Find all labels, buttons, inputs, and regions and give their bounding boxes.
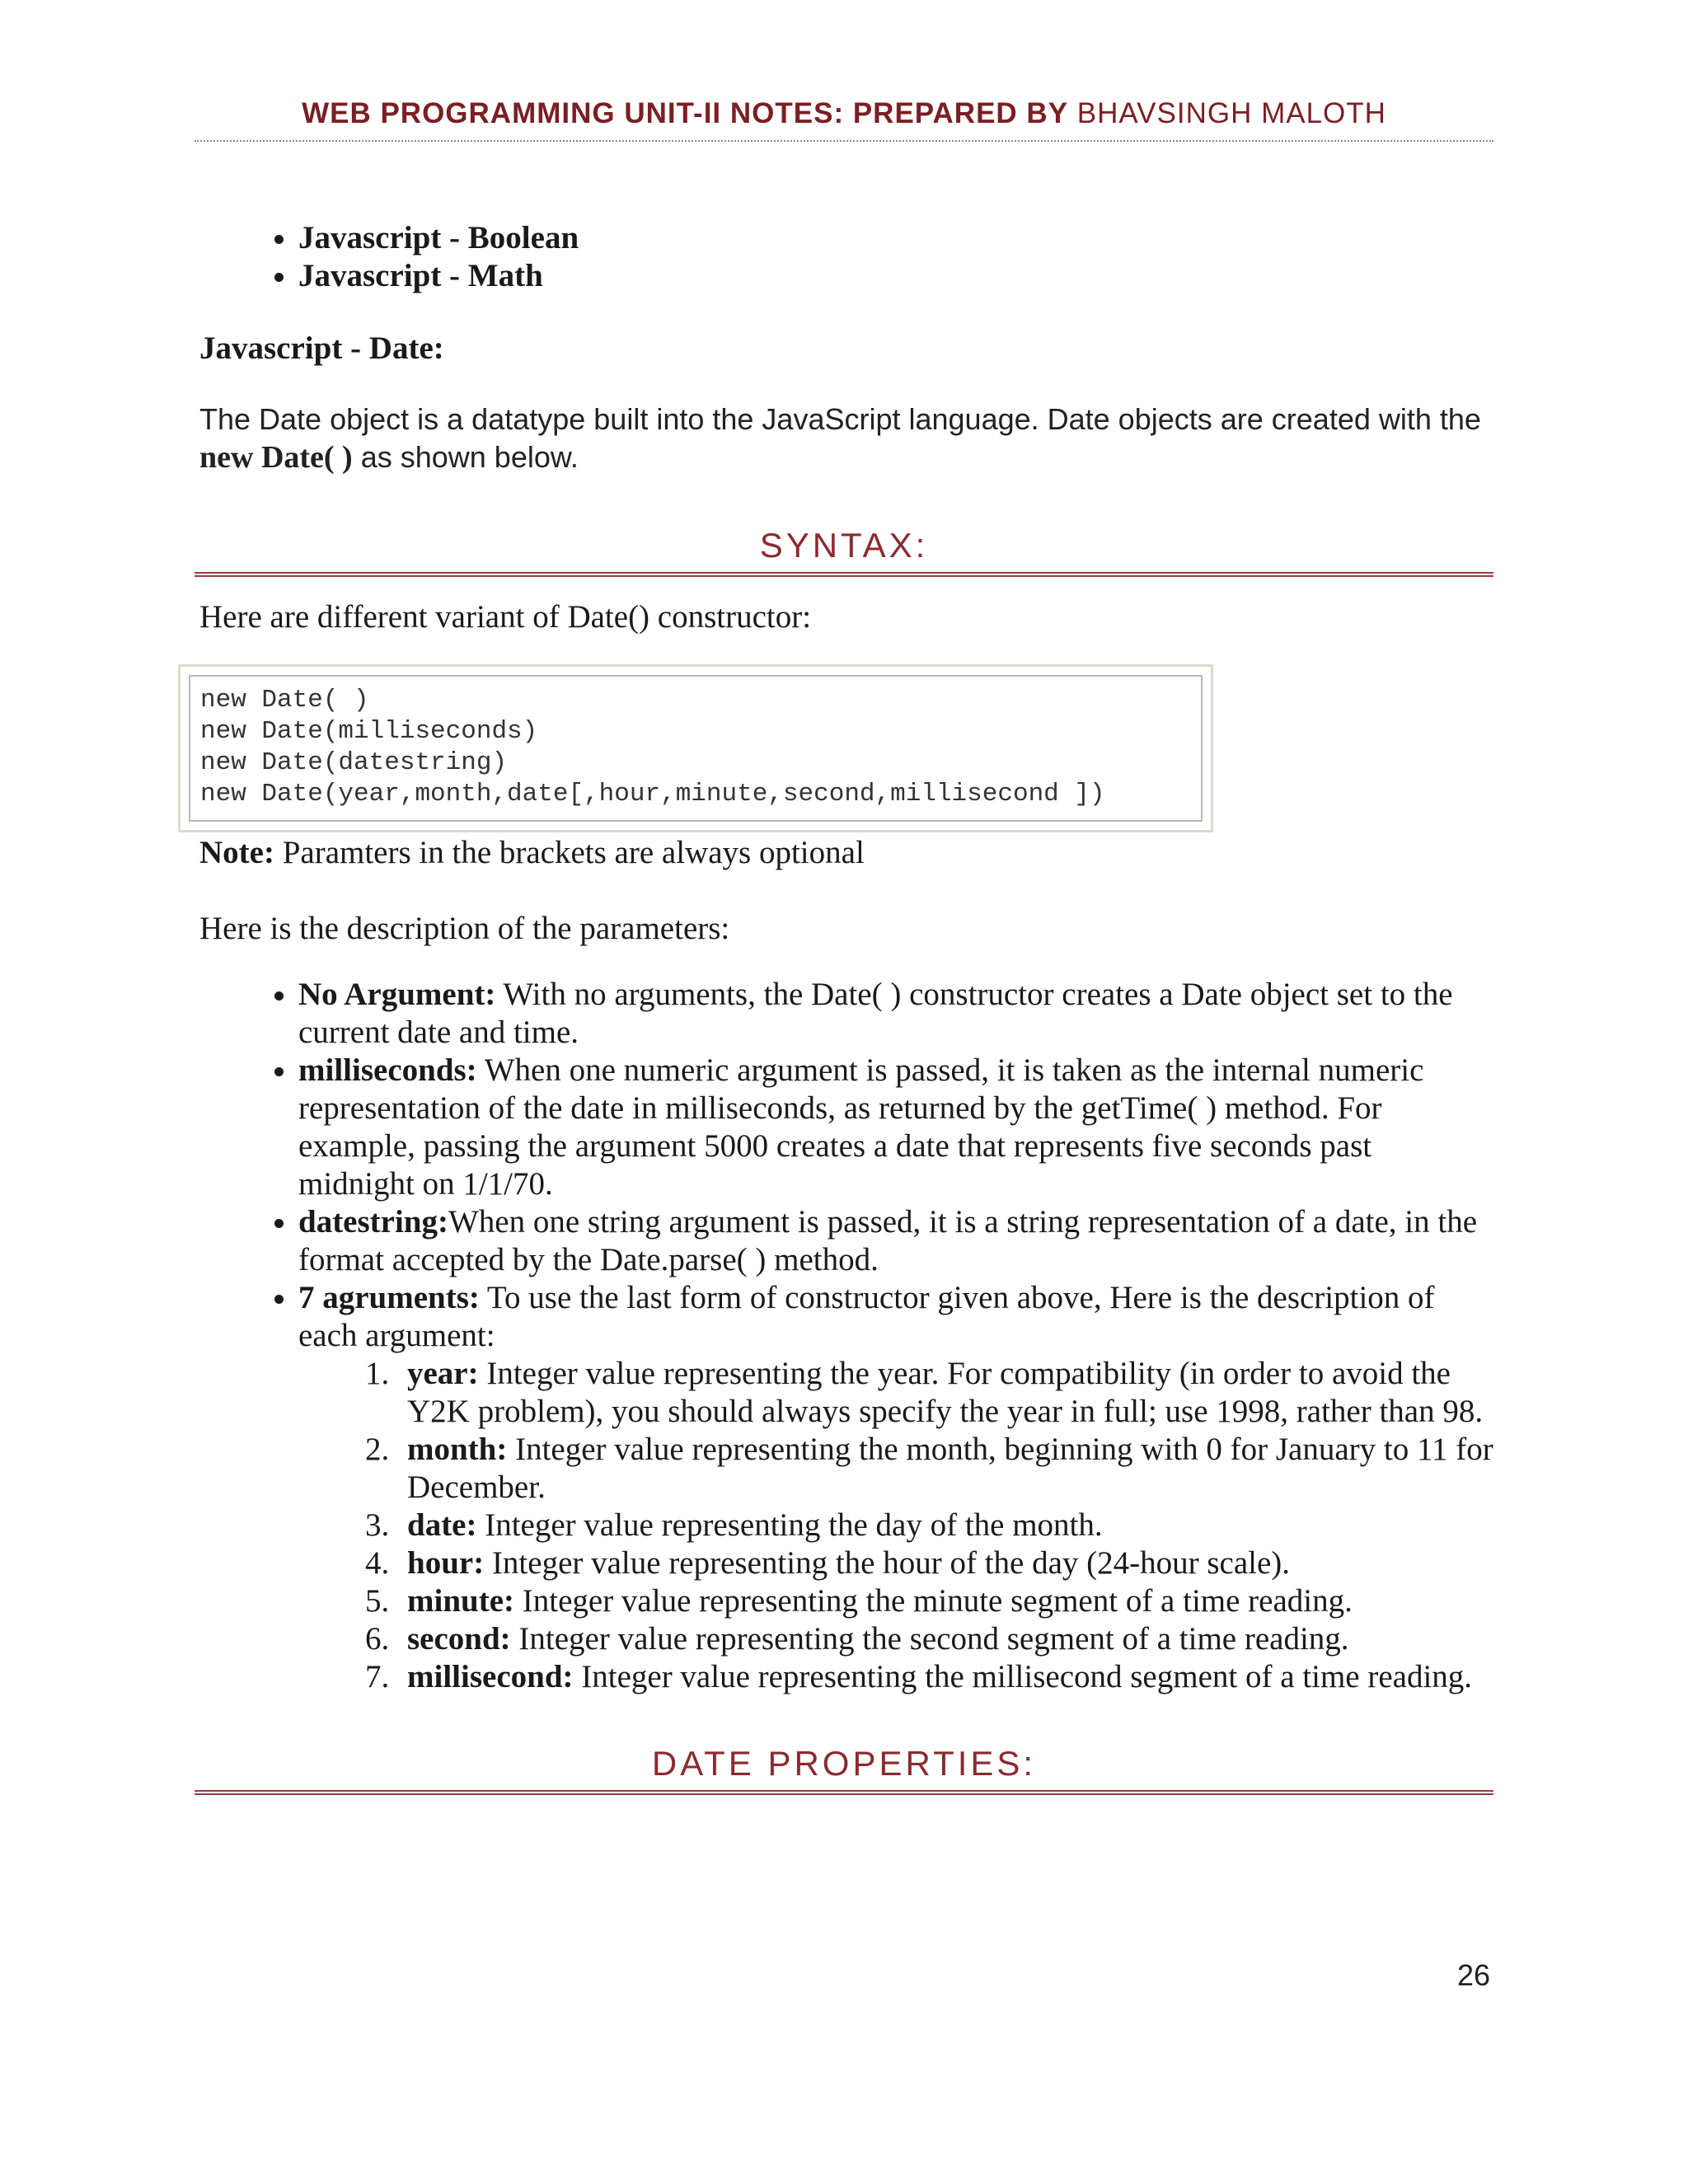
params-intro: Here is the description of the parameters:: [199, 911, 730, 946]
note-label: Note:: [199, 835, 274, 870]
syntax-title: SYNTAX:: [195, 526, 1493, 577]
list-item: [397, 1355, 1493, 1431]
page-number: 26: [1456, 1958, 1490, 1992]
arg-text: Integer value representing the year. For compatibility (in order to avoid the Y2K problem), you should always specify the year in full; use 1998, rather than 98.: [407, 1356, 1484, 1429]
list-item: [397, 1544, 1493, 1582]
intro-paragraph: [199, 401, 1493, 476]
list-item: [298, 976, 1493, 1052]
code-line: new Date( ): [200, 686, 369, 715]
list-item: [298, 1052, 1493, 1203]
arg-text: Integer value representing the month, beginning with 0 for January to 11 for December.: [407, 1432, 1493, 1505]
page-content: [199, 219, 1493, 1795]
list-item: [397, 1582, 1493, 1620]
topic-list: [199, 219, 1493, 295]
arg-text: Integer value representing the millisecond segment of a time reading.: [573, 1659, 1473, 1694]
list-item: • Javascript - Boolean: [298, 219, 1493, 257]
date-heading: Javascript - Date:: [199, 330, 444, 366]
list-item: [397, 1620, 1493, 1658]
intro-text: The Date object is a datatype built into the JavaScript language. Date objects are created with the: [199, 402, 1481, 436]
page-header: [195, 97, 1493, 142]
arg-text: Integer value representing the hour of the day (24-hour scale).: [484, 1545, 1291, 1581]
param-text: When one numeric argument is passed, it is taken as the internal numeric representation of the date in milliseconds, as returned by the getTime( ) method. For example, passing the argument 5000 creates a date that represents five seconds past midnight on 1/1/70.: [298, 1052, 1424, 1202]
list-item: [397, 1658, 1493, 1696]
arg-name: minute:: [407, 1583, 514, 1619]
arg-text: Integer value representing the minute segment of a time reading.: [514, 1583, 1353, 1619]
list-item: [298, 1279, 1493, 1696]
argument-list: [298, 1355, 1493, 1696]
arg-name: hour:: [407, 1545, 485, 1581]
arg-name: second:: [407, 1621, 511, 1657]
param-text: To use the last form of constructor given above, Here is the description of each argument:: [298, 1280, 1435, 1353]
code-line: new Date(milliseconds): [200, 717, 538, 746]
param-name: No Argument:: [298, 977, 496, 1012]
arg-name: millisecond:: [407, 1659, 574, 1694]
intro-bold: new Date( ): [199, 440, 353, 475]
note-text: Paramters in the brackets are always optional: [274, 835, 865, 870]
param-name: datestring:: [298, 1204, 448, 1240]
param-text: With no arguments, the Date( ) constructor creates a Date object set to the current date and time.: [298, 977, 1453, 1050]
arg-text: Integer value representing the day of the month.: [476, 1507, 1103, 1543]
param-text: When one string argument is passed, it is a string representation of a date, in the format accepted by the Date.parse( ) method.: [298, 1204, 1478, 1277]
arg-name: year:: [407, 1356, 479, 1391]
list-item: [298, 1203, 1493, 1279]
code-line: new Date(datestring): [200, 748, 508, 777]
param-name: 7 agruments:: [298, 1280, 480, 1315]
syntax-intro: Here are different variant of Date() constructor:: [199, 599, 812, 635]
param-name: milliseconds:: [298, 1052, 477, 1088]
list-item: [397, 1507, 1493, 1544]
arg-name: date:: [407, 1507, 477, 1543]
code-block: [178, 664, 1213, 832]
note-paragraph: [199, 834, 1493, 872]
arg-name: month:: [407, 1432, 508, 1467]
header-author: BHAVSINGH MALOTH: [1076, 97, 1386, 129]
header-title: WEB PROGRAMMING UNIT-II NOTES: PREPARED BY: [302, 97, 1069, 129]
intro-tail: as shown below.: [352, 440, 579, 474]
list-item: [397, 1431, 1493, 1507]
arg-text: Integer value representing the second segment of a time reading.: [510, 1621, 1349, 1657]
list-item: • Javascript - Math: [298, 257, 1493, 295]
code-line: new Date(year,month,date[,hour,minute,second,millisecond ]): [200, 780, 1105, 808]
date-properties-title: DATE PROPERTIES:: [195, 1744, 1493, 1795]
parameter-list: [199, 976, 1493, 1696]
